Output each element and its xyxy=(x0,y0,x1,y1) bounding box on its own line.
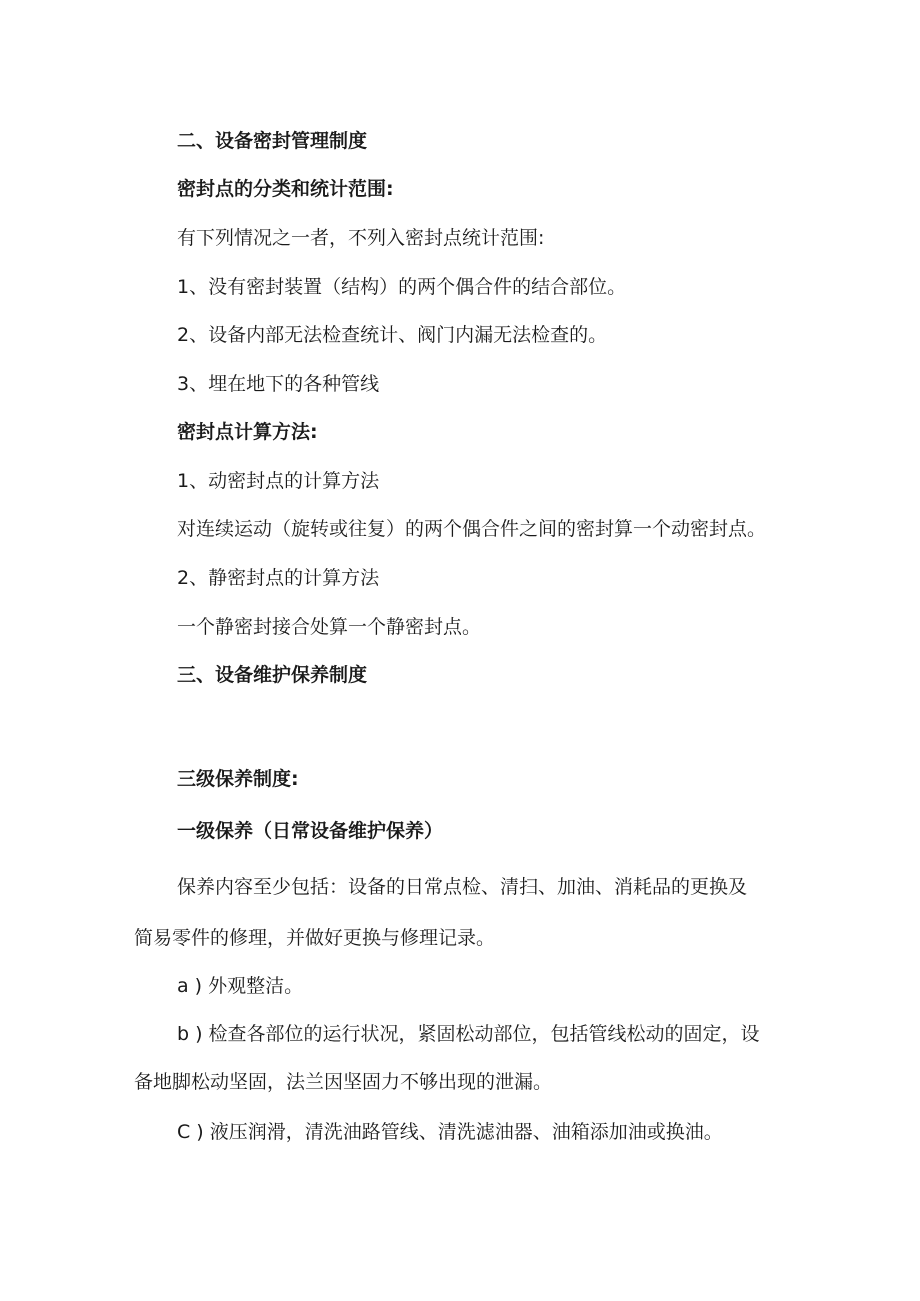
paragraph-exclusion: 有下列情况之一者，不列入密封点统计范围: xyxy=(177,227,545,249)
subheading-three-level: 三级保养制度: xyxy=(177,768,299,790)
section-heading-maintenance: 三、设备维护保养制度 xyxy=(177,664,368,686)
list-item-b-line2: 备地脚松动坚固，法兰因坚固力不够出现的泄漏。 xyxy=(134,1071,553,1093)
list-item-b-line1: b ) 检查各部位的运行状况，紧固松动部位，包括管线松动的固定，设 xyxy=(177,1023,760,1045)
method-text-static: 一个静密封接合处算一个静密封点。 xyxy=(177,616,482,638)
section-heading-seal: 二、设备密封管理制度 xyxy=(177,130,368,152)
list-item-c: C ) 液压润滑，清洗油路管线、清洗滤油器、油箱添加油或换油。 xyxy=(177,1121,723,1143)
list-item-a: a ) 外观整洁。 xyxy=(177,975,304,997)
subheading-classification: 密封点的分类和统计范围: xyxy=(177,178,394,200)
list-item: 1、没有密封装置（结构）的两个偶合件的结合部位。 xyxy=(177,276,627,298)
subheading-calculation: 密封点计算方法: xyxy=(177,421,318,443)
paragraph-content-line1: 保养内容至少包括：设备的日常点检、清扫、加油、消耗品的更换及 xyxy=(177,876,748,898)
method-title-static: 2、静密封点的计算方法 xyxy=(177,567,380,589)
paragraph-content-line2: 简易零件的修理，并做好更换与修理记录。 xyxy=(134,927,496,949)
list-item: 3、埋在地下的各种管线 xyxy=(177,373,380,395)
subheading-level-one: 一级保养（日常设备维护保养） xyxy=(177,820,444,842)
list-item: 2、设备内部无法检查统计、阀门内漏无法检查的。 xyxy=(177,324,608,346)
method-title-dynamic: 1、动密封点的计算方法 xyxy=(177,470,380,492)
method-text-dynamic: 对连续运动（旋转或往复）的两个偶合件之间的密封算一个动密封点。 xyxy=(177,518,767,540)
